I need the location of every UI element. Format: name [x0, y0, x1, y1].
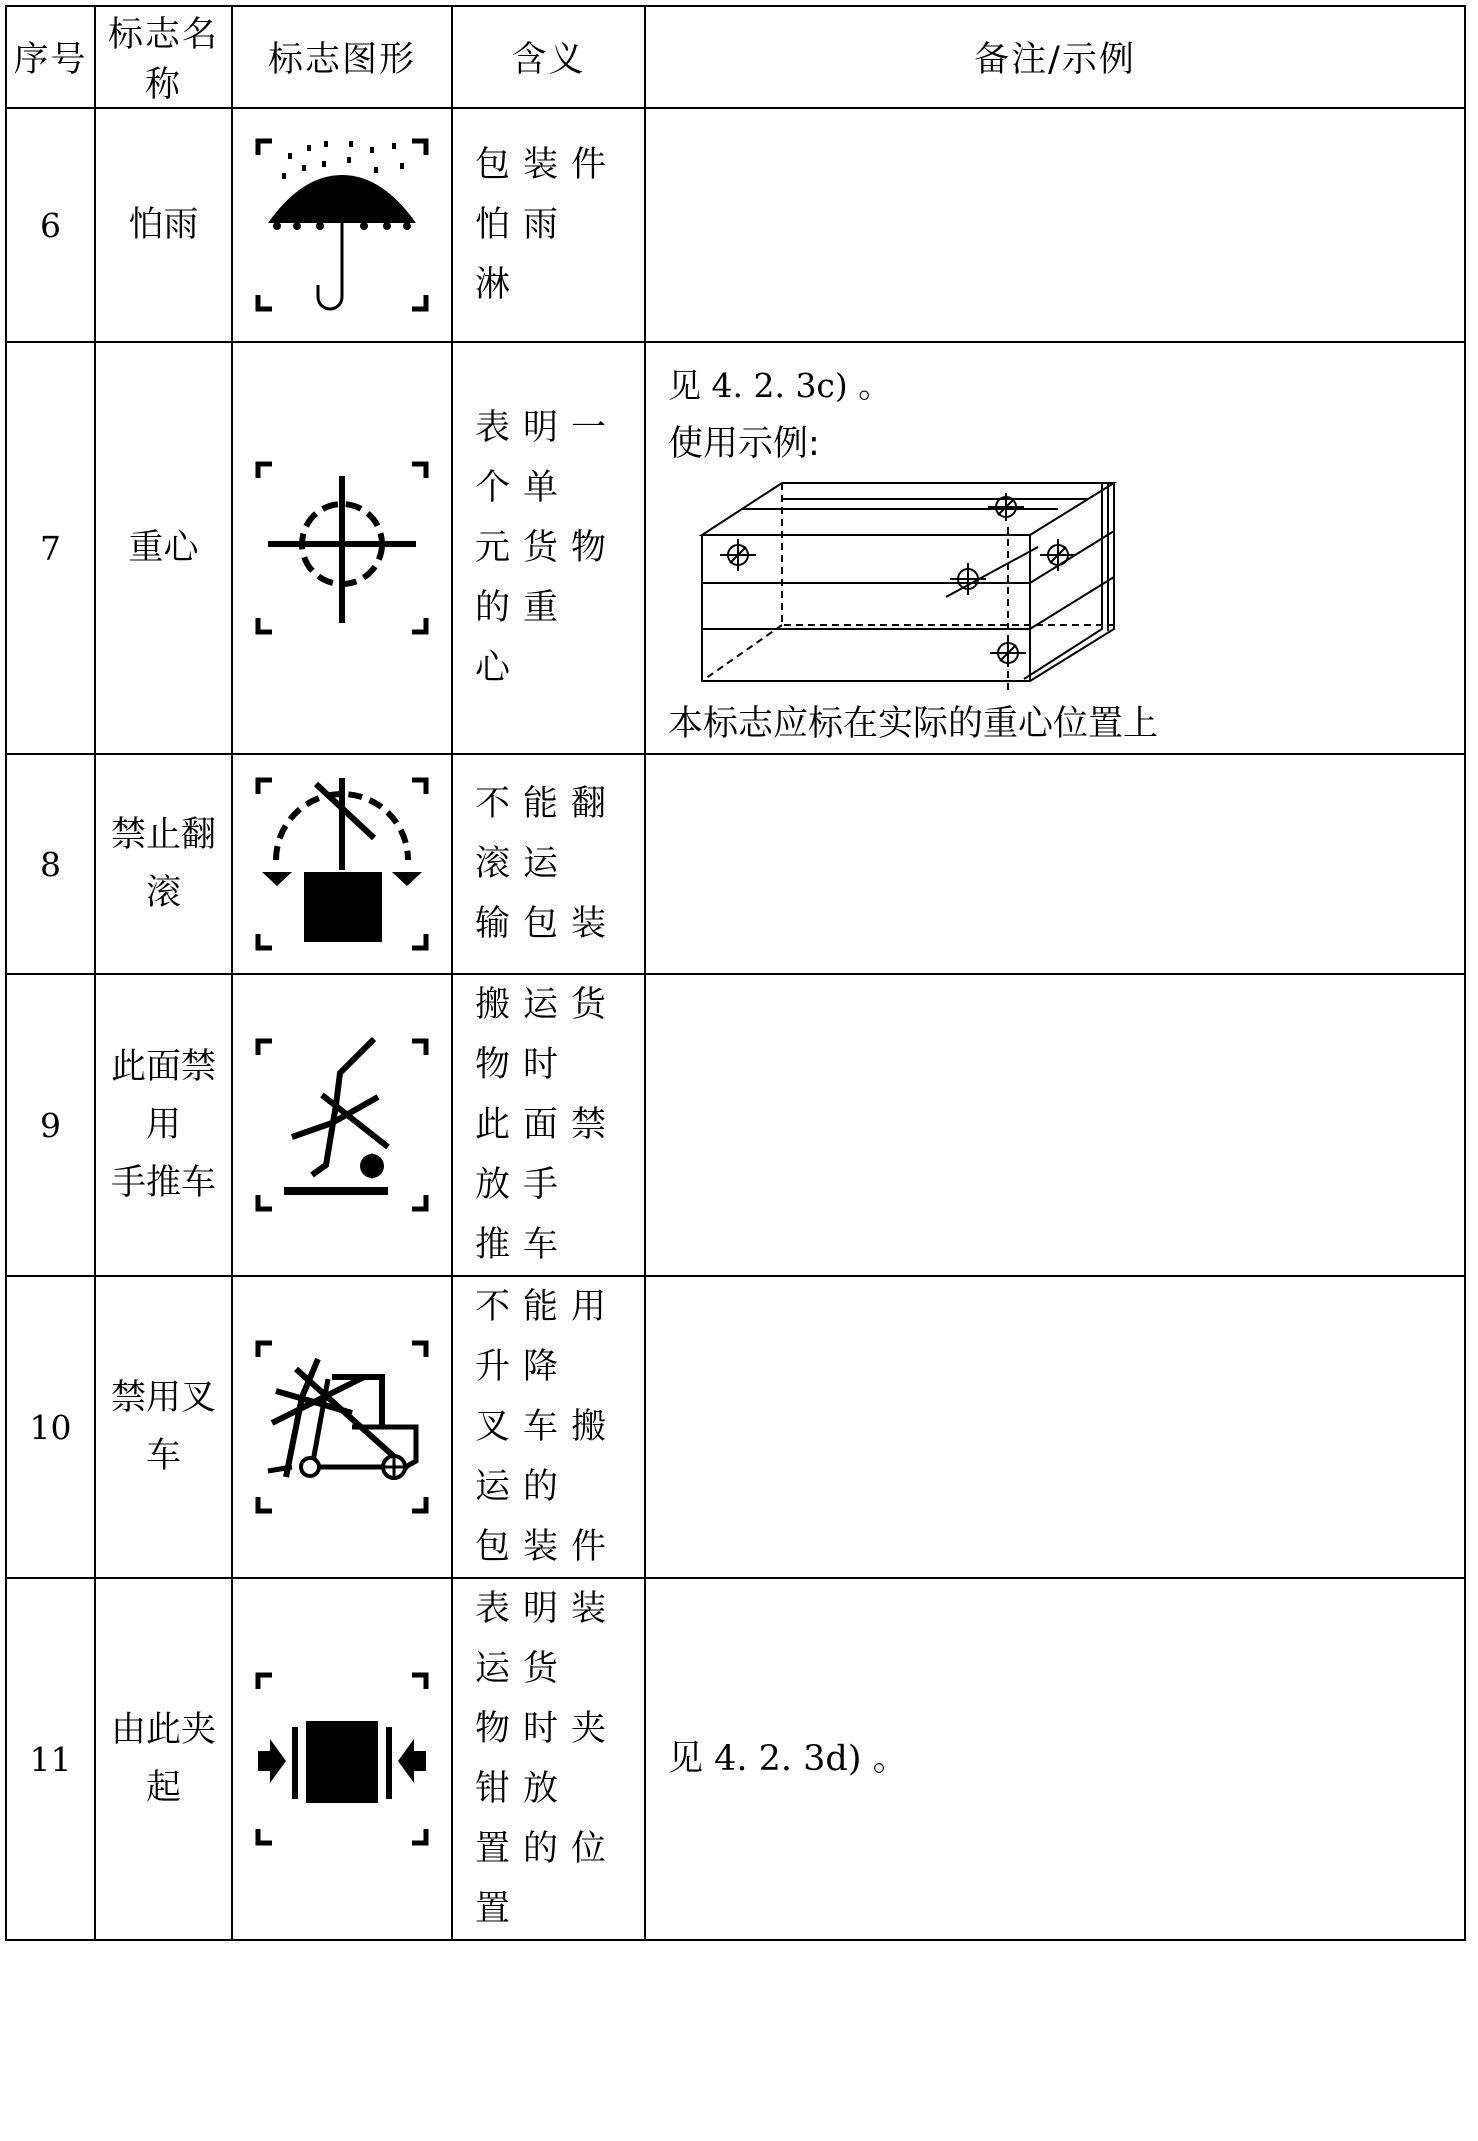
row-meaning: [452, 754, 645, 974]
row-figure: [232, 108, 452, 342]
row-meaning: [452, 108, 645, 342]
no-forklift-icon: [252, 1337, 432, 1517]
meaning-line: 置的位置: [475, 1829, 620, 1929]
header-figure: 标志图形: [232, 6, 452, 108]
umbrella-icon: [252, 135, 432, 315]
row-name: [95, 754, 232, 974]
meaning-line: 不能用升降: [475, 1287, 620, 1387]
no-hand-truck-icon: [252, 1035, 432, 1215]
row-no: 10: [6, 1276, 95, 1578]
name-line: 由此夹起: [110, 1710, 216, 1808]
name-line: 怕雨: [128, 205, 199, 245]
row-name: [95, 108, 232, 342]
row-note: [645, 754, 1465, 974]
row-note: [645, 1578, 1465, 1940]
row-figure: [232, 342, 452, 754]
row-note: [645, 974, 1465, 1276]
meaning-line: 心: [475, 648, 524, 688]
meaning-line: 包装件怕雨: [475, 145, 620, 245]
center-of-gravity-icon: [252, 458, 432, 638]
row-note: [645, 342, 1465, 754]
row-name: [95, 342, 232, 754]
meaning-line: 搬运货物时: [475, 985, 620, 1085]
row-no: 9: [6, 974, 95, 1276]
row-meaning: [452, 342, 645, 754]
meaning-line: 淋: [475, 265, 524, 305]
header-meaning: 含义: [452, 6, 645, 108]
meaning-line: 此面禁放手: [475, 1105, 620, 1205]
name-line: 禁用叉车: [110, 1378, 216, 1476]
note-example-label: 使用示例:: [668, 424, 820, 464]
table-row: [6, 1578, 1465, 1940]
row-no: 6: [6, 108, 95, 342]
row-no: 8: [6, 754, 95, 974]
table-row: [6, 1276, 1465, 1578]
row-note: [645, 108, 1465, 342]
meaning-line: 元货物的重: [475, 528, 620, 628]
meaning-line: 表明装运货: [475, 1589, 620, 1689]
note-reference: 见 4. 2. 3d) 。: [668, 1739, 908, 1779]
row-no: 11: [6, 1578, 95, 1940]
marking-table: [5, 5, 1466, 1941]
name-line: 禁止翻滚: [110, 815, 216, 913]
row-meaning: [452, 1276, 645, 1578]
meaning-line: 叉车搬运的: [475, 1407, 620, 1507]
clamp-here-icon: [252, 1669, 432, 1849]
row-name: [95, 974, 232, 1276]
name-line: 手推车: [110, 1163, 216, 1203]
row-figure: [232, 974, 452, 1276]
row-figure: [232, 754, 452, 974]
row-figure: [232, 1276, 452, 1578]
name-line: 重心: [128, 528, 199, 568]
meaning-line: 推车: [475, 1225, 572, 1265]
header-name: 标志名称: [95, 6, 232, 108]
row-name: [95, 1276, 232, 1578]
note-reference: 见 4. 2. 3c) 。: [668, 366, 892, 405]
row-note: [645, 1276, 1465, 1578]
header-no: 序号: [6, 6, 95, 108]
name-line: 此面禁用: [110, 1047, 216, 1145]
meaning-line: 不能翻滚运: [475, 784, 620, 884]
meaning-line: 表明一个单: [475, 408, 620, 508]
meaning-line: 包装件: [475, 1527, 620, 1567]
header-row: [6, 6, 1465, 108]
table-row: [6, 974, 1465, 1276]
table-row: [6, 342, 1465, 754]
box-example-sketch: [698, 479, 1168, 691]
row-name: [95, 1578, 232, 1940]
no-rolling-icon: [252, 774, 432, 954]
note-caption: 本标志应标在实际的重心位置上: [668, 704, 1159, 744]
row-meaning: [452, 1578, 645, 1940]
meaning-line: 输包装: [475, 904, 620, 944]
meaning-line: 物时夹钳放: [475, 1709, 620, 1809]
header-note: 备注/示例: [645, 6, 1465, 108]
table-row: [6, 108, 1465, 342]
row-no: 7: [6, 342, 95, 754]
row-meaning: [452, 974, 645, 1276]
table-row: [6, 754, 1465, 974]
row-figure: [232, 1578, 452, 1940]
